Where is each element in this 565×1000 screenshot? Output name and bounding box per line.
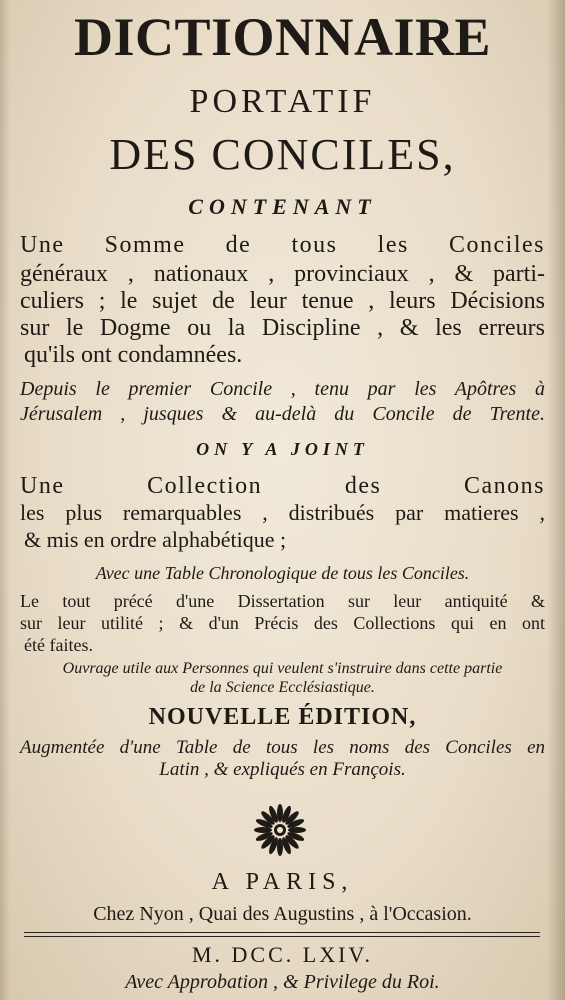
- title-line-1: DICTIONNAIRE: [73, 7, 492, 67]
- ornament-petal: [288, 827, 306, 833]
- block6-line2: de la Science Ecclésiastique.: [190, 679, 375, 696]
- imprint-publisher: Chez Nyon , Quai des Augustins , à l'Occasion.: [93, 903, 472, 925]
- nouvelle-edition-heading: NOUVELLE ÉDITION,: [148, 704, 417, 730]
- block5-line1: Le tout précé d'une Dissertation sur leur antiquité &: [20, 591, 545, 611]
- printers-flower-ornament-icon: [245, 800, 315, 860]
- ornament-petal: [277, 804, 283, 822]
- block1-line2: généraux , nationaux , provinciaux , & parti-: [20, 261, 545, 287]
- on-y-a-joint-heading: ON Y A JOINT: [196, 439, 369, 459]
- imprint-rule-top: [24, 932, 540, 933]
- title-line-3: DES CONCILES,: [109, 130, 456, 179]
- ornament-petal: [277, 838, 283, 856]
- block3-line3: & mis en ordre alphabétique ;: [24, 527, 287, 552]
- ornament-petal: [254, 827, 272, 833]
- imprint-year: M. DCC. LXIV.: [191, 942, 373, 967]
- block2-line1: Depuis le premier Concile , tenu par les Apôtres à: [20, 378, 545, 400]
- title-line-2: PORTATIF: [189, 83, 376, 120]
- imprint-privilege: Avec Approbation , & Privilege du Roi.: [125, 971, 440, 993]
- block3-line2: les plus remarquables , distribués par matieres ,: [20, 500, 545, 525]
- block2-line2: Jérusalem , jusques & au-delà du Concile de Trente.: [20, 403, 545, 425]
- imprint-rule-bottom: [24, 936, 540, 937]
- block4-line: Avec une Table Chronologique de tous les Conciles.: [95, 563, 470, 583]
- block7-line1: Augmentée d'une Table de tous les noms des Conciles en: [20, 737, 545, 758]
- block5-line2: sur leur utilité ; & d'un Précis des Collections qui en ont: [20, 613, 545, 633]
- block6-line1: Ouvrage utile aux Personnes qui veulent s'instruire dans cette partie: [62, 660, 503, 677]
- block7-line2: Latin , & expliqués en François.: [159, 759, 406, 780]
- block1-line5: qu'ils ont condamnées.: [24, 342, 243, 368]
- imprint-city: A PARIS,: [211, 869, 354, 895]
- contenant-heading: CONTENANT: [188, 194, 377, 219]
- block3-line1: Une Collection des Canons: [20, 473, 545, 499]
- block1-line3: culiers ; le sujet de leur tenue , leurs Décisions: [20, 288, 545, 314]
- ornament-center-hole: [277, 827, 283, 833]
- block1-line1: Une Somme de tous les Conciles: [20, 232, 545, 258]
- block1-line4: sur le Dogme ou la Discipline , & les erreurs: [20, 315, 545, 341]
- block5-line3: été faites.: [24, 635, 93, 655]
